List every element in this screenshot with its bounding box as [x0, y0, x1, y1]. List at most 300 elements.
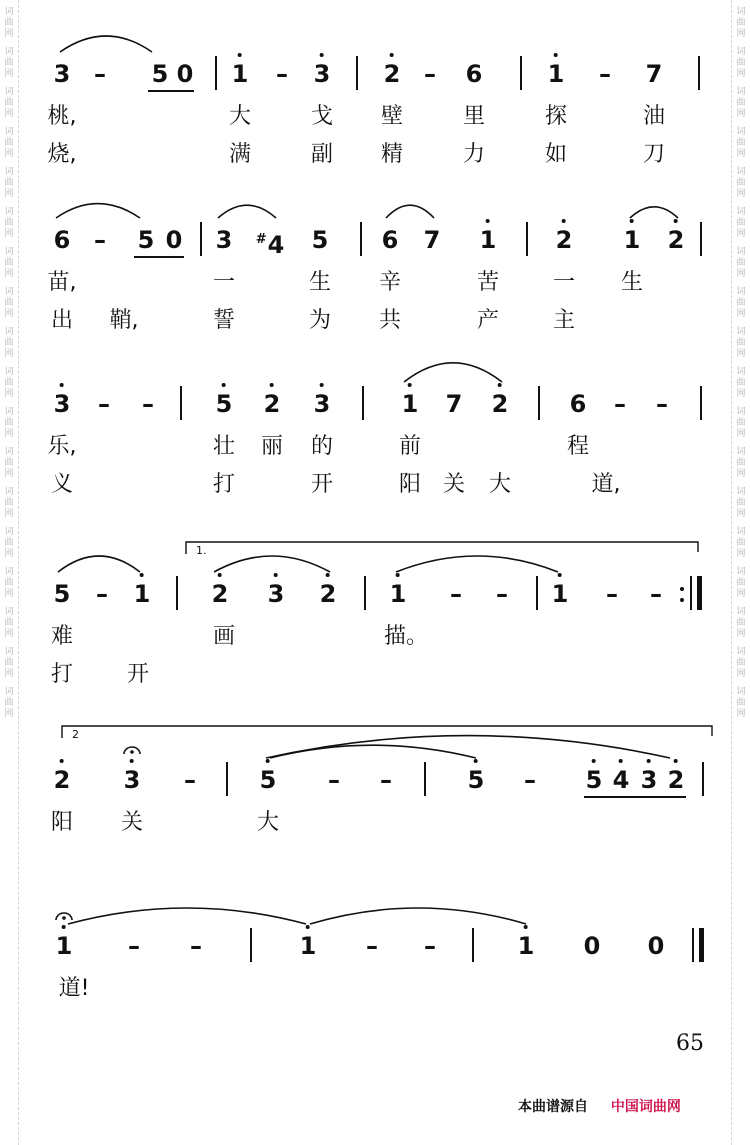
lyric-word: 里 — [462, 104, 486, 129]
watermark-glyph: 曲 — [4, 418, 14, 428]
lyric-word: 满 — [228, 142, 252, 167]
octave-dot-above — [592, 759, 596, 763]
watermark-glyph: 曲 — [736, 178, 746, 188]
note-text: – — [599, 60, 611, 88]
lyric-word: 共 — [378, 308, 402, 333]
lyric-word: 大 — [256, 810, 280, 835]
watermark-group — [4, 167, 13, 200]
watermark-glyph: 网 — [736, 189, 746, 199]
note-digit — [496, 582, 508, 606]
octave-dot-above — [562, 219, 566, 223]
rhythm-underline — [134, 256, 184, 258]
watermark-glyph: 词 — [736, 367, 746, 377]
note — [152, 62, 169, 86]
octave-dot-above — [62, 925, 66, 929]
dash-extension — [328, 768, 340, 792]
note-digit — [56, 934, 73, 958]
volta-bracket — [186, 542, 698, 557]
watermark-glyph: 网 — [4, 189, 14, 199]
octave-dot-above — [554, 53, 558, 57]
watermark-glyph: 词 — [736, 207, 746, 217]
note-text: – — [450, 580, 462, 608]
dash-extension — [424, 62, 436, 86]
lyric-word: 大 — [488, 472, 512, 497]
note — [166, 228, 183, 252]
watermark-glyph: 网 — [4, 469, 14, 479]
barline — [215, 56, 217, 90]
note-digit — [480, 228, 497, 252]
note — [177, 62, 194, 86]
note-text: 7 — [423, 226, 441, 254]
note — [124, 768, 141, 792]
barline — [698, 56, 700, 90]
final-barline — [699, 928, 704, 962]
notation-row — [0, 582, 750, 606]
watermark-glyph: 词 — [4, 127, 14, 137]
watermark-glyph: 网 — [736, 309, 746, 319]
note-digit — [450, 582, 462, 606]
slur-arc — [58, 556, 140, 572]
watermark-glyph: 曲 — [736, 258, 746, 268]
note-digit — [138, 228, 155, 252]
barline — [362, 386, 364, 420]
dash-extension — [424, 934, 436, 958]
octave-dot-above — [619, 759, 623, 763]
watermark-glyph: 曲 — [4, 458, 14, 468]
barline — [520, 56, 522, 90]
note-text: 6 — [569, 390, 587, 418]
note-text: 2 — [319, 580, 337, 608]
watermark-glyph: 曲 — [4, 58, 14, 68]
note-text: – — [328, 766, 340, 794]
lyric-line — [0, 104, 750, 130]
watermark-glyph: 网 — [736, 229, 746, 239]
lyric-word: 乐, — [47, 434, 77, 459]
note-digit — [518, 934, 535, 958]
note-digit — [384, 62, 401, 86]
lyric-word: 打 — [212, 472, 236, 497]
watermark-glyph: 词 — [736, 327, 746, 337]
note-digit — [648, 934, 665, 958]
note-text: – — [424, 932, 436, 960]
note — [646, 62, 663, 86]
slur-arc — [396, 556, 558, 572]
barline — [692, 928, 694, 962]
watermark-glyph: 网 — [4, 669, 14, 679]
note-text: 5 — [151, 60, 169, 88]
octave-dot-above — [498, 383, 502, 387]
note — [314, 62, 331, 86]
note-digit — [466, 62, 483, 86]
note-text: 1 — [231, 60, 249, 88]
lyric-word: 关 — [120, 810, 144, 835]
note — [468, 768, 485, 792]
octave-dot-above — [396, 573, 400, 577]
note-text: – — [366, 932, 378, 960]
slur-arc — [68, 908, 306, 924]
octave-dot-above — [486, 219, 490, 223]
notation-row — [0, 226, 750, 259]
note — [384, 62, 401, 86]
note-digit — [320, 582, 337, 606]
watermark-glyph: 词 — [4, 647, 14, 657]
note-digit — [177, 62, 194, 86]
watermark-glyph: 网 — [4, 149, 14, 159]
note-text: 3 — [123, 766, 141, 794]
lyric-line — [0, 810, 750, 836]
note-text: 4 — [612, 766, 630, 794]
note-text: 3 — [313, 390, 331, 418]
note-digit — [552, 582, 569, 606]
watermark-glyph: 曲 — [736, 138, 746, 148]
barline — [360, 222, 362, 256]
note-digit — [624, 228, 641, 252]
watermark-glyph: 网 — [4, 29, 14, 39]
watermark-glyph: 网 — [736, 149, 746, 159]
lyric-word: 精 — [380, 142, 404, 167]
lyric-word: 道, — [591, 472, 621, 497]
watermark-glyph: 曲 — [736, 298, 746, 308]
note — [54, 392, 71, 416]
note-text: – — [606, 580, 618, 608]
watermark-glyph: 词 — [4, 207, 14, 217]
watermark-glyph: 曲 — [736, 498, 746, 508]
watermark-glyph: 网 — [736, 109, 746, 119]
watermark-group — [4, 687, 13, 720]
octave-dot-above — [140, 573, 144, 577]
footer-source-text: 本曲谱源自 — [518, 1099, 588, 1115]
note-digit — [584, 934, 601, 958]
note — [54, 582, 71, 606]
watermark-glyph: 曲 — [736, 618, 746, 628]
lyric-word: 阳 — [50, 810, 74, 835]
note-text: 2 — [667, 226, 685, 254]
watermark-glyph: 网 — [736, 29, 746, 39]
watermark-glyph: 曲 — [4, 258, 14, 268]
note-text: – — [614, 390, 626, 418]
dash-extension — [496, 582, 508, 606]
slur-arc — [386, 205, 434, 218]
note-text: 3 — [53, 60, 71, 88]
note-digit — [134, 582, 151, 606]
watermark-glyph: 曲 — [736, 338, 746, 348]
note-digit — [650, 582, 662, 606]
lyric-word: 戈 — [310, 104, 334, 129]
note — [548, 62, 565, 86]
note-digit — [668, 228, 685, 252]
note-digit — [94, 228, 106, 252]
note-text: 2 — [667, 766, 685, 794]
note — [586, 768, 603, 792]
note-text: – — [190, 932, 202, 960]
watermark-glyph: 曲 — [4, 618, 14, 628]
note-digit — [232, 62, 249, 86]
note-digit — [641, 768, 658, 792]
watermark-glyph: 词 — [4, 327, 14, 337]
watermark-group — [736, 687, 745, 720]
note-digit — [54, 768, 71, 792]
note — [314, 392, 331, 416]
watermark-glyph: 词 — [736, 687, 746, 697]
octave-dot-above — [130, 759, 134, 763]
lyric-word: 丽 — [260, 434, 284, 459]
note-digit — [54, 582, 71, 606]
watermark-glyph: 词 — [4, 407, 14, 417]
watermark-glyph: 词 — [4, 287, 14, 297]
note-digit — [646, 62, 663, 86]
note-digit — [570, 392, 587, 416]
octave-dot-above — [60, 759, 64, 763]
barline — [176, 576, 178, 610]
lyric-word: 难 — [50, 624, 74, 649]
watermark-glyph: 词 — [736, 287, 746, 297]
note — [256, 228, 285, 257]
note-digit — [548, 62, 565, 86]
barline — [526, 222, 528, 256]
watermark-glyph: 词 — [4, 167, 14, 177]
dash-extension — [94, 62, 106, 86]
note-digit — [216, 392, 233, 416]
watermark-glyph: 词 — [4, 447, 14, 457]
dash-extension — [380, 768, 392, 792]
watermark-glyph: 词 — [4, 487, 14, 497]
note — [480, 228, 497, 252]
lyric-word: 如 — [544, 142, 568, 167]
lyric-word: 道! — [58, 976, 90, 1001]
notation-row — [0, 768, 750, 792]
note-text: 3 — [53, 390, 71, 418]
note — [54, 768, 71, 792]
watermark-glyph: 网 — [4, 389, 14, 399]
octave-dot-above — [674, 219, 678, 223]
watermark-glyph: 网 — [4, 629, 14, 639]
note-digit — [300, 934, 317, 958]
note-text: 3 — [215, 226, 233, 254]
note-text: – — [276, 60, 288, 88]
watermark-glyph: 网 — [4, 589, 14, 599]
watermark-glyph: 曲 — [736, 378, 746, 388]
note-text: 1 — [623, 226, 641, 254]
page-number: 65 — [676, 1031, 704, 1056]
watermark-glyph: 曲 — [736, 418, 746, 428]
note — [390, 582, 407, 606]
note — [613, 768, 630, 792]
note-text: 7 — [445, 390, 463, 418]
note-text: 2 — [383, 60, 401, 88]
watermark-glyph: 网 — [4, 309, 14, 319]
note — [260, 768, 277, 792]
barline — [702, 762, 704, 796]
lyric-line — [0, 976, 750, 1002]
note-text: 0 — [583, 932, 601, 960]
watermark-glyph: 曲 — [4, 138, 14, 148]
note-text: 5 — [585, 766, 603, 794]
note-text: 6 — [381, 226, 399, 254]
watermark-glyph: 词 — [736, 607, 746, 617]
watermark-glyph: 网 — [736, 549, 746, 559]
note-text: – — [94, 226, 106, 254]
note-digit — [212, 582, 229, 606]
note-text: 5 — [53, 580, 71, 608]
watermark-glyph: 曲 — [4, 698, 14, 708]
note-text: 0 — [176, 60, 194, 88]
barline — [180, 386, 182, 420]
note-digit — [366, 934, 378, 958]
watermark-glyph: 网 — [736, 269, 746, 279]
lyric-word: 画 — [212, 624, 236, 649]
fermata-icon — [56, 913, 72, 920]
lyric-line — [0, 270, 750, 296]
rhythm-underline — [584, 796, 686, 798]
dash-extension — [128, 934, 140, 958]
note-digit — [556, 228, 573, 252]
note-digit — [492, 392, 509, 416]
watermark-glyph: 网 — [736, 509, 746, 519]
octave-dot-above — [524, 925, 528, 929]
barline — [536, 576, 538, 610]
dash-extension — [524, 768, 536, 792]
watermark-glyph: 网 — [736, 429, 746, 439]
lyric-word: 苗, — [47, 270, 77, 295]
final-barline — [697, 576, 702, 610]
slur-arc — [630, 207, 678, 218]
note-digit — [390, 582, 407, 606]
dash-extension — [650, 582, 662, 606]
lyric-word: 辛 — [378, 270, 402, 295]
note — [232, 62, 249, 86]
note-text: 0 — [165, 226, 183, 254]
note-text: – — [94, 60, 106, 88]
note-digit — [54, 62, 71, 86]
note — [312, 228, 329, 252]
dash-extension — [614, 392, 626, 416]
barline — [250, 928, 252, 962]
barline — [364, 576, 366, 610]
note-text: 5 — [311, 226, 329, 254]
note-digit — [599, 62, 611, 86]
note-text: – — [524, 766, 536, 794]
watermark-glyph: 网 — [4, 229, 14, 239]
lyric-word: 为 — [308, 308, 332, 333]
note — [584, 934, 601, 958]
fermata-icon — [124, 747, 140, 754]
note-text: 1 — [55, 932, 73, 960]
note-text: – — [650, 580, 662, 608]
note-digit — [468, 768, 485, 792]
watermark-glyph: 词 — [736, 87, 746, 97]
note — [134, 582, 151, 606]
barline — [690, 576, 692, 610]
lyric-line — [0, 308, 750, 334]
octave-dot-above — [238, 53, 242, 57]
octave-dot-above — [390, 53, 394, 57]
note — [668, 228, 685, 252]
octave-dot-above — [266, 759, 270, 763]
watermark-glyph: 词 — [736, 647, 746, 657]
volta-label: 1. — [196, 544, 207, 557]
watermark-glyph: 曲 — [4, 18, 14, 28]
octave-dot-above — [274, 573, 278, 577]
footer-site-link[interactable]: 中国词曲网 — [610, 1099, 681, 1115]
lyric-word: 桃, — [47, 104, 77, 129]
note-text: 1 — [517, 932, 535, 960]
watermark-glyph: 网 — [736, 669, 746, 679]
watermark-glyph: 网 — [4, 549, 14, 559]
lyric-word: 一 — [212, 270, 236, 295]
slur-arc — [310, 908, 526, 924]
note — [466, 62, 483, 86]
octave-dot-above — [306, 925, 310, 929]
note-text: – — [496, 580, 508, 608]
watermark-glyph: 网 — [4, 69, 14, 79]
dash-extension — [94, 228, 106, 252]
watermark-glyph: 曲 — [736, 698, 746, 708]
barline — [700, 386, 702, 420]
note — [212, 582, 229, 606]
watermark-glyph: 网 — [736, 629, 746, 639]
note — [54, 228, 71, 252]
left-margin-line — [18, 0, 19, 1145]
note-text: – — [656, 390, 668, 418]
octave-dot-above — [474, 759, 478, 763]
watermark-glyph: 词 — [4, 567, 14, 577]
note-text: 1 — [389, 580, 407, 608]
watermark-glyph: 词 — [736, 407, 746, 417]
note-text: 3 — [313, 60, 331, 88]
note — [402, 392, 419, 416]
notation-row — [0, 392, 750, 416]
note — [570, 392, 587, 416]
note-text: 4 — [267, 231, 285, 259]
dash-extension — [190, 934, 202, 958]
watermark-group — [736, 167, 745, 200]
lyric-line — [0, 142, 750, 168]
watermark-glyph: 网 — [4, 509, 14, 519]
volta-label: 2 — [72, 728, 79, 741]
note-text: 1 — [479, 226, 497, 254]
lyric-word: 产 — [476, 308, 500, 333]
slur-arc — [214, 556, 330, 572]
watermark-left — [2, 0, 16, 1145]
watermark-glyph: 词 — [736, 567, 746, 577]
watermark-glyph: 曲 — [4, 578, 14, 588]
note — [556, 228, 573, 252]
watermark-glyph: 曲 — [4, 658, 14, 668]
lyric-word: 烧, — [47, 142, 77, 167]
lyric-word: 描。 — [383, 624, 429, 649]
note-digit — [524, 768, 536, 792]
note-digit — [424, 62, 436, 86]
note-text: 1 — [133, 580, 151, 608]
lyric-word: 探 — [544, 104, 568, 129]
note-digit — [586, 768, 603, 792]
watermark-glyph: 网 — [4, 709, 14, 719]
octave-dot-above — [60, 383, 64, 387]
slur-arc — [404, 363, 502, 382]
sharp-accidental: # — [255, 232, 267, 247]
note-digit — [98, 392, 110, 416]
note-text: – — [184, 766, 196, 794]
note-digit — [96, 582, 108, 606]
watermark-glyph: 网 — [736, 589, 746, 599]
lyric-word: 开 — [126, 662, 150, 687]
note — [668, 768, 685, 792]
barline — [356, 56, 358, 90]
octave-dot-above — [326, 573, 330, 577]
note-text: 7 — [645, 60, 663, 88]
note-digit — [424, 228, 441, 252]
dash-extension — [606, 582, 618, 606]
